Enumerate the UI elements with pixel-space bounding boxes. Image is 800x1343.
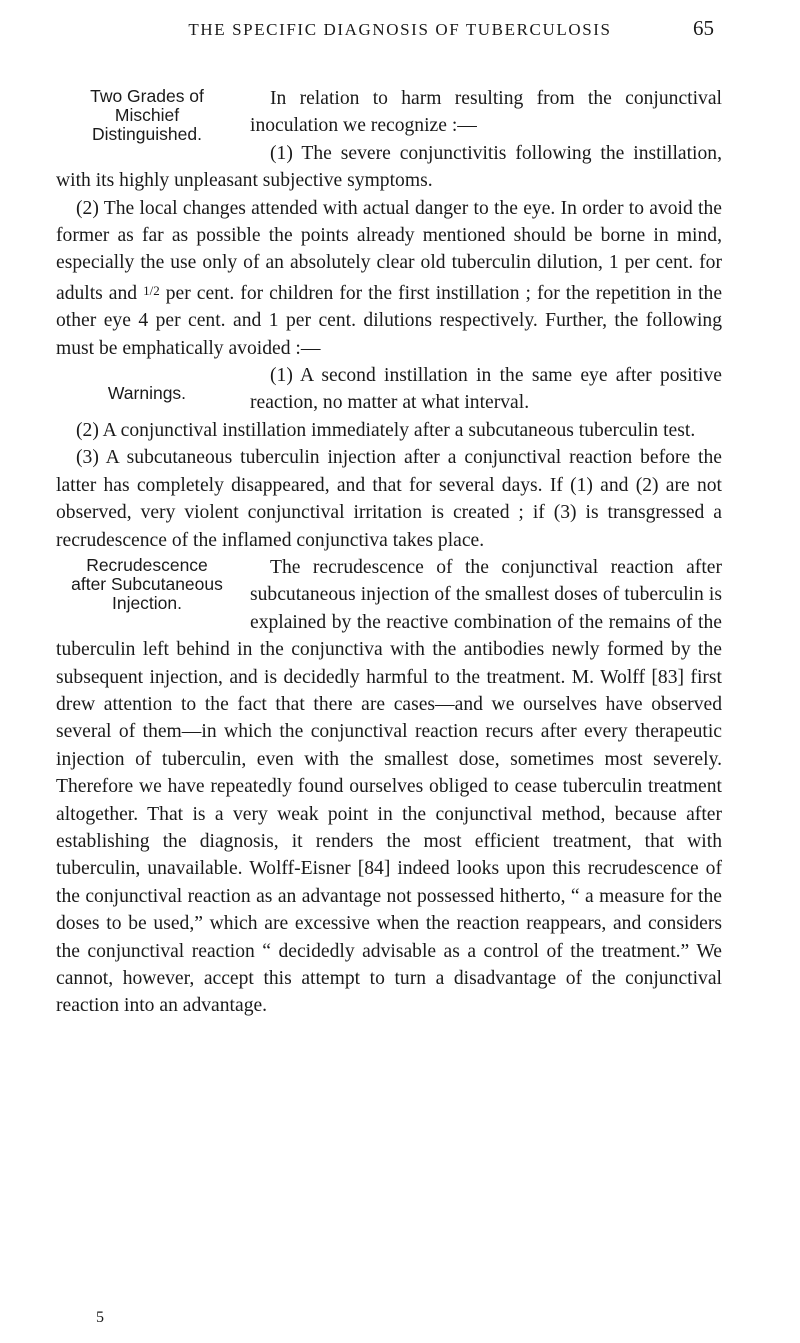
paragraph-text: (2) The local changes attended with actual danger to the eye. In order to avoid the former as far as possible the points already mentioned should be borne in mind, especially the use only of an absolutely clear old tuberculin dilution, 1 per cent. for adults and [56, 197, 722, 304]
side-note-line: Distinguished. [92, 124, 202, 144]
signature-mark: 5 [96, 1309, 104, 1326]
side-note-line: Two Grades of [90, 86, 204, 106]
fraction: 1/2 [143, 282, 160, 298]
paragraph [56, 195, 722, 362]
page-number: 65 [693, 16, 714, 40]
side-note-line: after Subcutaneous [71, 573, 223, 594]
body-text [56, 85, 722, 1020]
side-note-line: Mischief [114, 105, 180, 125]
running-title: THE SPECIFIC DIAGNOSIS OF TUBERCULOSIS [188, 20, 612, 39]
paragraph: (3) A subcutaneous tuberculin injection after a conjunctival reaction before the latter has completely disappeared, and that for several days. If (1) and (2) are not observed, very violent conjunctival irritation is created ; if (3) is transgressed a recrudescence of the inflamed conjunctiva takes place. [56, 447, 722, 551]
paragraph: (1) A second instillation in the same eye after positive reaction, no matter at what interval. [250, 365, 722, 414]
paragraph: In relation to harm resulting from the conjunctival inoculation we recognize :— [250, 88, 722, 137]
side-note-line: Injection. [111, 592, 183, 613]
side-note-recrudescence [56, 556, 238, 613]
paragraph: (2) A conjunctival instillation immediately after a subcutaneous tuberculin test. [76, 419, 696, 441]
page-header [0, 16, 800, 46]
side-note-line: Warnings. [107, 383, 187, 404]
side-note-two-grades [56, 87, 238, 144]
paragraph: The recrudescence of the conjunctival reaction after subcutaneous injection of the smallest doses of tuberculin is explained by the reactive combination of the remains of the tuberculin left behind in the conjunctiva with the antibodies newly formed by the subsequent injection, and is decidedly harmful to the treatment. M. Wolff [83] first drew attention to the fact that there are cases—and we ourselves have observed several of them—in which the conjunctival reaction recurs after every therapeutic injection of tuberculin, even with the smallest dose, sometimes most severely. Therefore we have repeatedly found ourselves obliged to cease tuberculin treatment altogether. That is a very weak point in the conjunctival method, because after establishing the diagnosis, it renders the most efficient treatment, that with tuberculin, unavailable. Wolff-Eisner [84] indeed looks upon this recrudescence of the conjunctival reaction as an advantage not possessed hitherto, “ a measure for the doses to be used,” which are excessive when the reaction reappears, and considers the conjunctival reaction “ decidedly advisable as a control of the treatment.” We cannot, however, accept this attempt to turn a disadvantage of the conjunctival reaction into an advantage. [56, 556, 722, 1017]
paragraph-text: per cent. for children for the first instillation ; for the repetition in the other eye 4 per cent. and 1 per cent. dilutions respectively. Further, the following must be emphatically avoided :— [56, 282, 723, 359]
side-note-warnings [56, 384, 238, 403]
paragraph: (1) The severe conjunctivitis following the instillation, with its highly unpleasant subjective symptoms. [56, 142, 722, 192]
side-note-line: Recrudescence [86, 554, 208, 575]
